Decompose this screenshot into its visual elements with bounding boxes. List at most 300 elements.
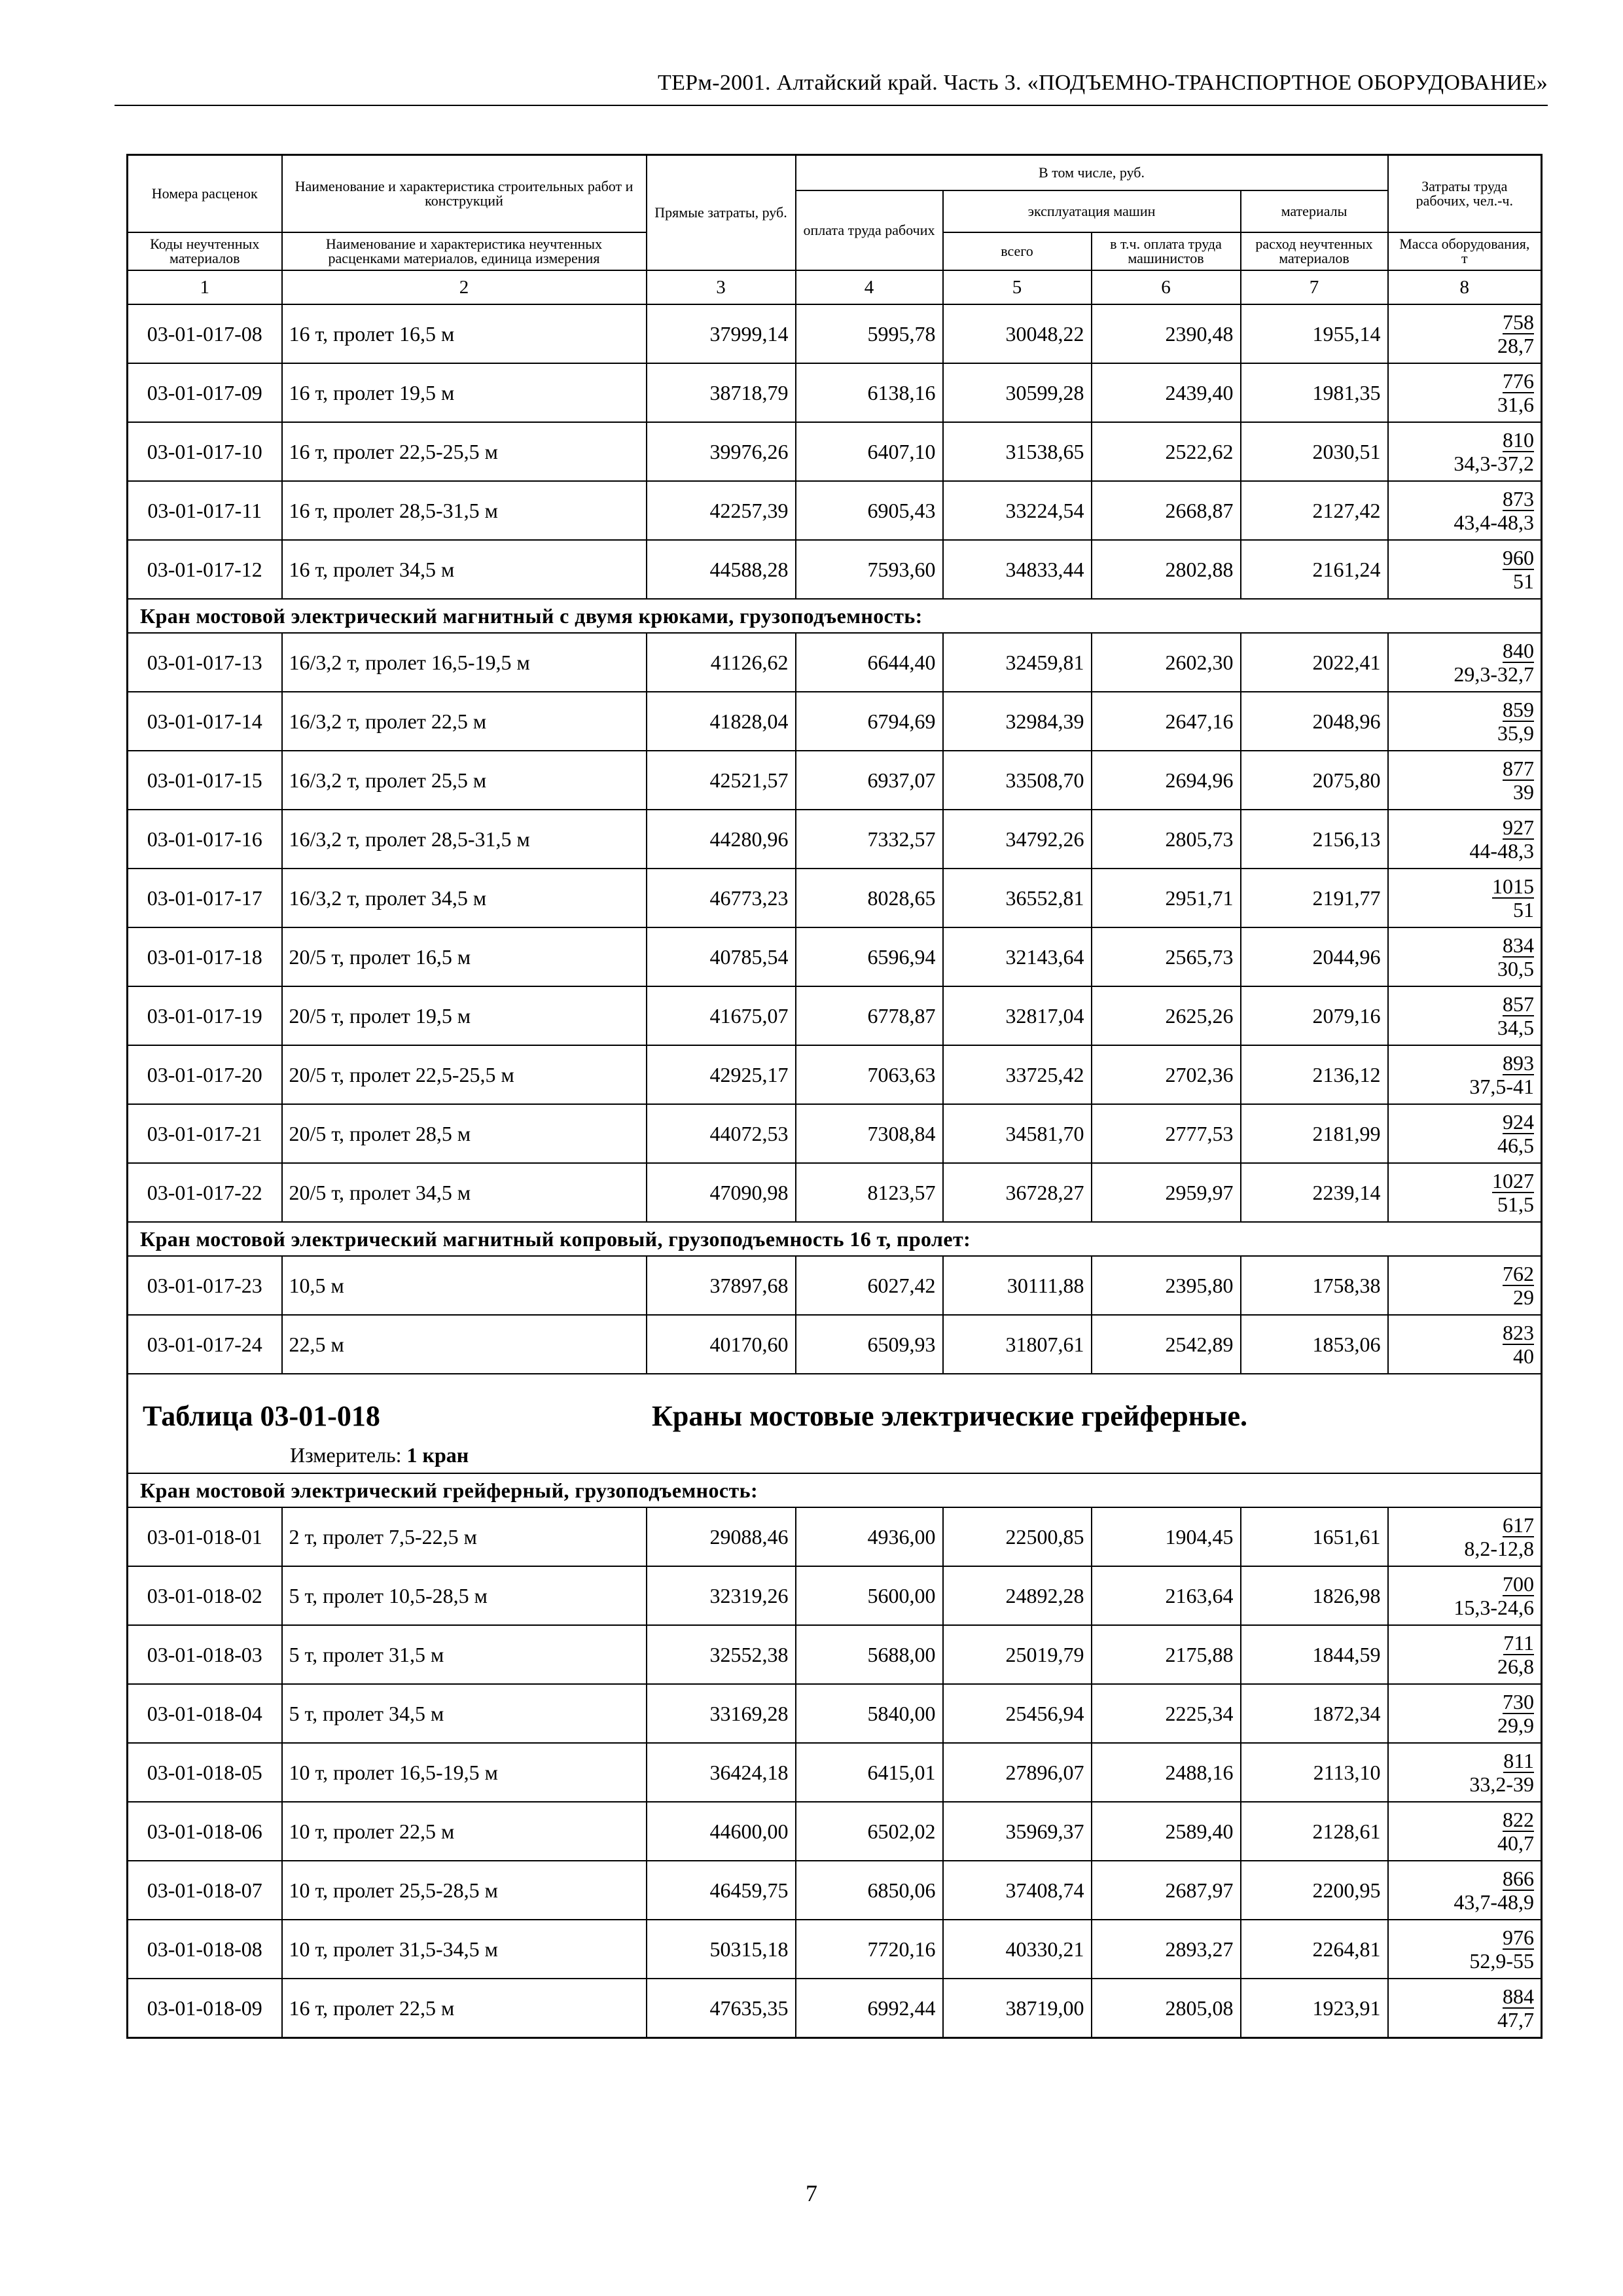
work-name: 16/3,2 т, пролет 22,5 м [282, 692, 647, 751]
equipment-mass: 33,2-39 [1469, 1772, 1535, 1796]
labor-mass-fraction [1388, 633, 1542, 692]
machines-cost: 37408,74 [943, 1861, 1092, 1920]
machines-cost: 34833,44 [943, 540, 1092, 599]
labor-mass-fraction [1388, 540, 1542, 599]
work-name: 22,5 м [282, 1315, 647, 1374]
direct-cost: 41675,07 [647, 986, 796, 1045]
materials-cost: 2181,99 [1241, 1104, 1388, 1163]
materials-cost: 1758,38 [1241, 1256, 1388, 1315]
direct-cost: 37897,68 [647, 1256, 796, 1315]
equipment-mass: 51,5 [1497, 1193, 1535, 1216]
work-name: 5 т, пролет 31,5 м [282, 1625, 647, 1684]
materials-cost: 1853,06 [1241, 1315, 1388, 1374]
materials-cost: 1981,35 [1241, 363, 1388, 422]
materials-cost: 1844,59 [1241, 1625, 1388, 1684]
labor-cost: 6502,02 [796, 1802, 943, 1861]
work-name: 16 т, пролет 16,5 м [282, 304, 647, 363]
operators-labor-cost: 2805,08 [1092, 1979, 1241, 2038]
machines-cost: 32984,39 [943, 692, 1092, 751]
machines-cost: 32459,81 [943, 633, 1092, 692]
labor-hours: 840 [1503, 639, 1535, 662]
measure-label: Измеритель: [290, 1443, 402, 1467]
labor-hours: 927 [1503, 816, 1535, 839]
labor-mass-fraction [1388, 1315, 1542, 1374]
table-row [128, 751, 1542, 810]
labor-mass-fraction [1388, 692, 1542, 751]
direct-cost: 39976,26 [647, 422, 796, 481]
operators-labor-cost: 2390,48 [1092, 304, 1241, 363]
operators-labor-cost: 2488,16 [1092, 1743, 1241, 1802]
rate-code: 03-01-017-11 [128, 481, 282, 540]
machines-header: эксплуатация машин [943, 190, 1241, 232]
direct-cost: 36424,18 [647, 1743, 796, 1802]
machines-cost: 33508,70 [943, 751, 1092, 810]
equipment-mass: 34,3-37,2 [1454, 452, 1535, 475]
equipment-mass: 15,3-24,6 [1454, 1596, 1535, 1619]
equipment-mass: 52,9-55 [1469, 1949, 1535, 1973]
table-row [128, 986, 1542, 1045]
column-number: 3 [647, 270, 796, 304]
work-name: 16/3,2 т, пролет 34,5 м [282, 869, 647, 927]
rate-code: 03-01-018-07 [128, 1861, 282, 1920]
col7-header: расход неучтенных материалов [1241, 232, 1388, 270]
table-number: Таблица 03-01-018 [143, 1400, 380, 1432]
labor-cost: 7593,60 [796, 540, 943, 599]
col5-header: всего [943, 232, 1092, 270]
operators-labor-cost: 2893,27 [1092, 1920, 1241, 1979]
header-rule [115, 105, 1548, 106]
equipment-mass: 43,4-48,3 [1454, 511, 1535, 534]
table-title: Краны мостовые электрические грейферные. [652, 1400, 1247, 1432]
machines-cost: 25456,94 [943, 1684, 1092, 1743]
table-018-title-block [128, 1374, 1542, 1507]
labor-hours: 893 [1503, 1051, 1535, 1075]
labor-cost: 5995,78 [796, 304, 943, 363]
labor-mass-fraction [1388, 1163, 1542, 1222]
work-name: 20/5 т, пролет 19,5 м [282, 986, 647, 1045]
labor-hours: 884 [1503, 1984, 1535, 2008]
machines-cost: 22500,85 [943, 1507, 1092, 1566]
work-name: 16 т, пролет 28,5-31,5 м [282, 481, 647, 540]
table-row [128, 1743, 1542, 1802]
col1-header-top: Номера расценок [128, 155, 282, 233]
rate-code: 03-01-017-21 [128, 1104, 282, 1163]
labor-hours: 877 [1503, 757, 1535, 780]
labor-cost: 7332,57 [796, 810, 943, 869]
labor-cost: 5600,00 [796, 1566, 943, 1625]
measure-value: 1 кран [406, 1443, 469, 1467]
rate-code: 03-01-017-20 [128, 1045, 282, 1104]
equipment-mass: 34,5 [1497, 1016, 1535, 1039]
rate-code: 03-01-017-10 [128, 422, 282, 481]
labor-hours: 1027 [1492, 1169, 1535, 1193]
labor-mass-fraction [1388, 481, 1542, 540]
labor-hours: 960 [1503, 546, 1535, 569]
direct-cost: 37999,14 [647, 304, 796, 363]
labor-cost: 6509,93 [796, 1315, 943, 1374]
materials-cost: 2264,81 [1241, 1920, 1388, 1979]
labor-mass-fraction [1388, 1802, 1542, 1861]
labor-cost: 6138,16 [796, 363, 943, 422]
labor-mass-fraction [1388, 927, 1542, 986]
work-name: 2 т, пролет 7,5-22,5 м [282, 1507, 647, 1566]
labor-cost: 6794,69 [796, 692, 943, 751]
operators-labor-cost: 2439,40 [1092, 363, 1241, 422]
measure-unit [290, 1443, 469, 1467]
rate-code: 03-01-018-03 [128, 1625, 282, 1684]
machines-cost: 36552,81 [943, 869, 1092, 927]
equipment-mass: 51 [1513, 569, 1535, 593]
labor-cost: 8123,57 [796, 1163, 943, 1222]
rate-code: 03-01-017-09 [128, 363, 282, 422]
work-name: 5 т, пролет 10,5-28,5 м [282, 1566, 647, 1625]
direct-cost: 50315,18 [647, 1920, 796, 1979]
labor-mass-fraction [1388, 1104, 1542, 1163]
table-header [128, 155, 1542, 305]
table-row [128, 1920, 1542, 1979]
materials-cost: 2022,41 [1241, 633, 1388, 692]
labor-mass-fraction [1388, 1684, 1542, 1743]
materials-header: материалы [1241, 190, 1388, 232]
rate-code: 03-01-017-16 [128, 810, 282, 869]
materials-cost: 1872,34 [1241, 1684, 1388, 1743]
table-row [128, 1045, 1542, 1104]
direct-cost: 42925,17 [647, 1045, 796, 1104]
equipment-mass: 39 [1513, 780, 1535, 804]
labor-cost: 8028,65 [796, 869, 943, 927]
labor-hours: 866 [1503, 1867, 1535, 1890]
col1-header-bottom: Коды неучтенных материалов [128, 232, 282, 270]
labor-mass-fraction [1388, 304, 1542, 363]
column-number: 1 [128, 270, 282, 304]
materials-cost: 1923,91 [1241, 1979, 1388, 2038]
table-row [128, 481, 1542, 540]
equipment-mass: 40 [1513, 1344, 1535, 1368]
labor-mass-fraction [1388, 422, 1542, 481]
col2-header-top: Наименование и характеристика строительных работ и конструкций [282, 155, 647, 233]
rows-group-b [128, 633, 1542, 1222]
labor-cost: 6905,43 [796, 481, 943, 540]
labor-mass-fraction [1388, 1861, 1542, 1920]
labor-cost: 7720,16 [796, 1920, 943, 1979]
labor-mass-fraction [1388, 810, 1542, 869]
labor-mass-fraction [1388, 1507, 1542, 1566]
operators-labor-cost: 2687,97 [1092, 1861, 1241, 1920]
equipment-mass: 31,6 [1497, 393, 1535, 416]
section-heading: Кран мостовой электрический магнитный копровый, грузоподъемность 16 т, пролет: [128, 1222, 1542, 1256]
col8-header-top: Затраты труда рабочих, чел.-ч. [1388, 155, 1542, 233]
direct-cost: 44600,00 [647, 1802, 796, 1861]
operators-labor-cost: 2777,53 [1092, 1104, 1241, 1163]
labor-cost: 6644,40 [796, 633, 943, 692]
work-name: 16 т, пролет 22,5 м [282, 1979, 647, 2038]
table-row [128, 1315, 1542, 1374]
rate-code: 03-01-017-17 [128, 869, 282, 927]
col3-header: Прямые затраты, руб. [647, 155, 796, 271]
rows-group-c [128, 1256, 1542, 1374]
group-header: В том числе, руб. [796, 155, 1388, 191]
labor-hours: 762 [1503, 1262, 1535, 1285]
direct-cost: 33169,28 [647, 1684, 796, 1743]
machines-cost: 33725,42 [943, 1045, 1092, 1104]
equipment-mass: 29,9 [1497, 1713, 1535, 1737]
operators-labor-cost: 2589,40 [1092, 1802, 1241, 1861]
operators-labor-cost: 2625,26 [1092, 986, 1241, 1045]
work-name: 20/5 т, пролет 34,5 м [282, 1163, 647, 1222]
materials-cost: 2075,80 [1241, 751, 1388, 810]
table-row [128, 1625, 1542, 1684]
work-name: 5 т, пролет 34,5 м [282, 1684, 647, 1743]
col6-header: в т.ч. оплата труда машинистов [1092, 232, 1241, 270]
table-row [128, 540, 1542, 599]
machines-cost: 30111,88 [943, 1256, 1092, 1315]
equipment-mass: 51 [1513, 898, 1535, 922]
rate-code: 03-01-018-08 [128, 1920, 282, 1979]
rate-code: 03-01-018-06 [128, 1802, 282, 1861]
direct-cost: 42257,39 [647, 481, 796, 540]
equipment-mass: 30,5 [1497, 957, 1535, 980]
section-heading: Кран мостовой электрический грейферный, грузоподъемность: [128, 1473, 1542, 1507]
labor-mass-fraction [1388, 751, 1542, 810]
equipment-mass: 43,7-48,9 [1454, 1890, 1535, 1914]
operators-labor-cost: 2175,88 [1092, 1625, 1241, 1684]
materials-cost: 2161,24 [1241, 540, 1388, 599]
direct-cost: 41828,04 [647, 692, 796, 751]
materials-cost: 2079,16 [1241, 986, 1388, 1045]
labor-cost: 6596,94 [796, 927, 943, 986]
rate-code: 03-01-017-12 [128, 540, 282, 599]
table-row [128, 1256, 1542, 1315]
direct-cost: 47090,98 [647, 1163, 796, 1222]
labor-hours: 617 [1503, 1513, 1535, 1537]
col4-header: оплата труда рабочих [796, 190, 943, 270]
equipment-mass: 46,5 [1497, 1134, 1535, 1157]
materials-cost: 1651,61 [1241, 1507, 1388, 1566]
rows-group-d [128, 1507, 1542, 2038]
equipment-mass: 44-48,3 [1469, 839, 1535, 863]
machines-cost: 40330,21 [943, 1920, 1092, 1979]
labor-cost: 4936,00 [796, 1507, 943, 1566]
labor-mass-fraction [1388, 1743, 1542, 1802]
labor-mass-fraction [1388, 1625, 1542, 1684]
operators-labor-cost: 2668,87 [1092, 481, 1241, 540]
col2-header-bottom: Наименование и характеристика неучтенных расценками материалов, единица измерения [282, 232, 647, 270]
rate-code: 03-01-017-19 [128, 986, 282, 1045]
labor-hours: 758 [1503, 310, 1535, 334]
page-number: 7 [806, 2180, 817, 2206]
table-row [128, 692, 1542, 751]
work-name: 16/3,2 т, пролет 25,5 м [282, 751, 647, 810]
labor-mass-fraction [1388, 1045, 1542, 1104]
table-row [128, 1684, 1542, 1743]
materials-cost: 2113,10 [1241, 1743, 1388, 1802]
labor-cost: 5840,00 [796, 1684, 943, 1743]
labor-cost: 6937,07 [796, 751, 943, 810]
machines-cost: 36728,27 [943, 1163, 1092, 1222]
labor-cost: 6415,01 [796, 1743, 943, 1802]
rate-code: 03-01-017-22 [128, 1163, 282, 1222]
rate-code: 03-01-018-09 [128, 1979, 282, 2038]
equipment-mass: 29,3-32,7 [1454, 662, 1535, 686]
rate-code: 03-01-018-01 [128, 1507, 282, 1566]
equipment-mass: 40,7 [1497, 1831, 1535, 1855]
rate-code: 03-01-018-04 [128, 1684, 282, 1743]
operators-labor-cost: 1904,45 [1092, 1507, 1241, 1566]
machines-cost: 30599,28 [943, 363, 1092, 422]
materials-cost: 2127,42 [1241, 481, 1388, 540]
labor-cost: 6407,10 [796, 422, 943, 481]
table-row [128, 810, 1542, 869]
table-row [128, 1802, 1542, 1861]
table-row [128, 1566, 1542, 1625]
work-name: 20/5 т, пролет 22,5-25,5 м [282, 1045, 647, 1104]
section-b [128, 599, 1542, 633]
machines-cost: 38719,00 [943, 1979, 1092, 2038]
column-number: 7 [1241, 270, 1388, 304]
column-number: 4 [796, 270, 943, 304]
table-row [128, 422, 1542, 481]
operators-labor-cost: 2565,73 [1092, 927, 1241, 986]
labor-hours: 1015 [1492, 874, 1535, 898]
table-row [128, 1104, 1542, 1163]
materials-cost: 2048,96 [1241, 692, 1388, 751]
equipment-mass: 47,7 [1497, 2008, 1535, 2032]
direct-cost: 32319,26 [647, 1566, 796, 1625]
machines-cost: 30048,22 [943, 304, 1092, 363]
machines-cost: 31807,61 [943, 1315, 1092, 1374]
equipment-mass: 28,7 [1497, 334, 1535, 357]
labor-cost: 7063,63 [796, 1045, 943, 1104]
direct-cost: 29088,46 [647, 1507, 796, 1566]
rate-code: 03-01-017-23 [128, 1256, 282, 1315]
operators-labor-cost: 2163,64 [1092, 1566, 1241, 1625]
rows-group-a [128, 304, 1542, 599]
machines-cost: 31538,65 [943, 422, 1092, 481]
labor-mass-fraction [1388, 1920, 1542, 1979]
column-number: 2 [282, 270, 647, 304]
materials-cost: 2156,13 [1241, 810, 1388, 869]
work-name: 20/5 т, пролет 28,5 м [282, 1104, 647, 1163]
labor-hours: 976 [1503, 1926, 1535, 1949]
running-header: ТЕРм-2001. Алтайский край. Часть 3. «ПОДЪЕМНО-ТРАНСПОРТНОЕ ОБОРУДОВАНИЕ» [658, 71, 1548, 95]
operators-labor-cost: 2951,71 [1092, 869, 1241, 927]
operators-labor-cost: 2694,96 [1092, 751, 1241, 810]
direct-cost: 46459,75 [647, 1861, 796, 1920]
column-number: 5 [943, 270, 1092, 304]
direct-cost: 44072,53 [647, 1104, 796, 1163]
operators-labor-cost: 2602,30 [1092, 633, 1241, 692]
work-name: 16/3,2 т, пролет 16,5-19,5 м [282, 633, 647, 692]
table-row [128, 1163, 1542, 1222]
machines-cost: 34581,70 [943, 1104, 1092, 1163]
labor-mass-fraction [1388, 363, 1542, 422]
labor-hours: 834 [1503, 933, 1535, 957]
col8-header-bottom: Масса оборудования, т [1388, 232, 1542, 270]
labor-mass-fraction [1388, 1256, 1542, 1315]
labor-cost: 6027,42 [796, 1256, 943, 1315]
labor-hours: 711 [1503, 1631, 1535, 1655]
materials-cost: 2030,51 [1241, 422, 1388, 481]
section-heading: Кран мостовой электрический магнитный с двумя крюками, грузоподъемность: [128, 599, 1542, 633]
rates-table [126, 154, 1543, 2039]
direct-cost: 38718,79 [647, 363, 796, 422]
labor-cost: 7308,84 [796, 1104, 943, 1163]
direct-cost: 40785,54 [647, 927, 796, 986]
labor-mass-fraction [1388, 1979, 1542, 2038]
equipment-mass: 37,5-41 [1469, 1075, 1535, 1098]
direct-cost: 40170,60 [647, 1315, 796, 1374]
equipment-mass: 29 [1513, 1285, 1535, 1309]
operators-labor-cost: 2522,62 [1092, 422, 1241, 481]
direct-cost: 44280,96 [647, 810, 796, 869]
machines-cost: 24892,28 [943, 1566, 1092, 1625]
column-numbers-row [128, 270, 1542, 304]
labor-hours: 823 [1503, 1321, 1535, 1344]
work-name: 16 т, пролет 34,5 м [282, 540, 647, 599]
rate-code: 03-01-017-18 [128, 927, 282, 986]
rate-code: 03-01-018-05 [128, 1743, 282, 1802]
materials-cost: 2136,12 [1241, 1045, 1388, 1104]
work-name: 16/3,2 т, пролет 28,5-31,5 м [282, 810, 647, 869]
machines-cost: 34792,26 [943, 810, 1092, 869]
labor-hours: 822 [1503, 1808, 1535, 1831]
materials-cost: 2044,96 [1241, 927, 1388, 986]
materials-cost: 1955,14 [1241, 304, 1388, 363]
equipment-mass: 35,9 [1497, 721, 1535, 745]
materials-cost: 1826,98 [1241, 1566, 1388, 1625]
equipment-mass: 26,8 [1497, 1655, 1535, 1678]
labor-hours: 730 [1503, 1690, 1535, 1713]
machines-cost: 25019,79 [943, 1625, 1092, 1684]
table-row [128, 363, 1542, 422]
operators-labor-cost: 2805,73 [1092, 810, 1241, 869]
labor-cost: 6778,87 [796, 986, 943, 1045]
operators-labor-cost: 2959,97 [1092, 1163, 1241, 1222]
work-name: 10 т, пролет 31,5-34,5 м [282, 1920, 647, 1979]
operators-labor-cost: 2225,34 [1092, 1684, 1241, 1743]
operators-labor-cost: 2802,88 [1092, 540, 1241, 599]
operators-labor-cost: 2542,89 [1092, 1315, 1241, 1374]
work-name: 10,5 м [282, 1256, 647, 1315]
table-row [128, 927, 1542, 986]
materials-cost: 2239,14 [1241, 1163, 1388, 1222]
direct-cost: 41126,62 [647, 633, 796, 692]
materials-cost: 2191,77 [1241, 869, 1388, 927]
table-row [128, 633, 1542, 692]
column-number: 6 [1092, 270, 1241, 304]
column-number: 8 [1388, 270, 1542, 304]
labor-hours: 873 [1503, 487, 1535, 511]
equipment-mass: 8,2-12,8 [1464, 1537, 1535, 1560]
direct-cost: 44588,28 [647, 540, 796, 599]
direct-cost: 46773,23 [647, 869, 796, 927]
direct-cost: 42521,57 [647, 751, 796, 810]
rate-code: 03-01-017-15 [128, 751, 282, 810]
labor-hours: 857 [1503, 992, 1535, 1016]
labor-hours: 776 [1503, 369, 1535, 393]
labor-hours: 859 [1503, 698, 1535, 721]
table-row [128, 1507, 1542, 1566]
operators-labor-cost: 2702,36 [1092, 1045, 1241, 1104]
labor-mass-fraction [1388, 869, 1542, 927]
work-name: 10 т, пролет 25,5-28,5 м [282, 1861, 647, 1920]
labor-mass-fraction [1388, 1566, 1542, 1625]
table-row [128, 304, 1542, 363]
rate-code: 03-01-017-14 [128, 692, 282, 751]
labor-mass-fraction [1388, 986, 1542, 1045]
operators-labor-cost: 2395,80 [1092, 1256, 1241, 1315]
machines-cost: 32143,64 [943, 927, 1092, 986]
